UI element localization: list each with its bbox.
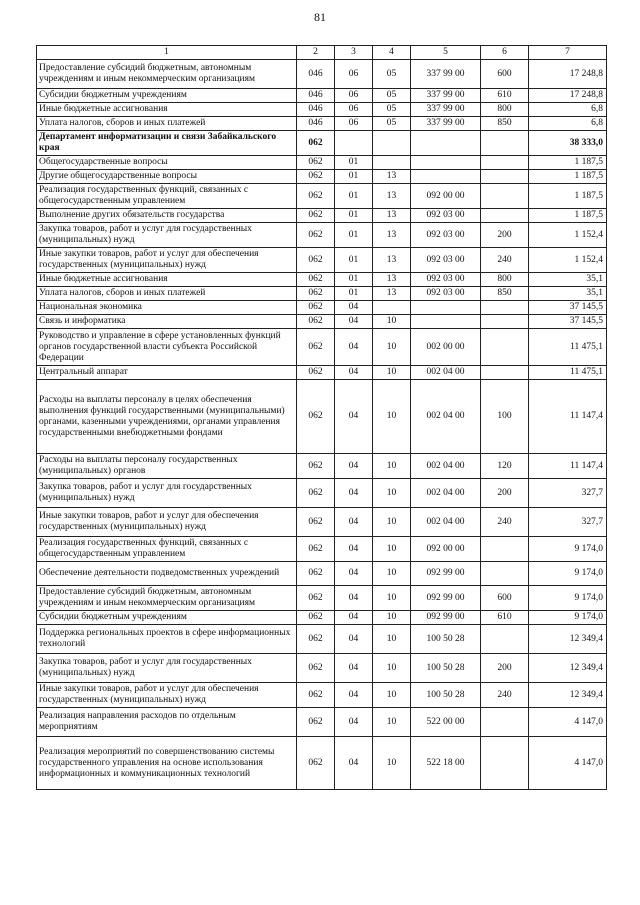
cell-expense-type: 240 [481,248,529,273]
cell-amount: 9 174,0 [529,586,607,611]
cell-target-article: 522 00 00 [411,708,481,737]
cell-name: Иные бюджетные ассигнования [37,103,297,117]
cell-amount: 12 349,4 [529,625,607,654]
cell-target-article: 100 50 28 [411,683,481,708]
header-col-7: 7 [529,46,607,60]
cell-section: 04 [335,301,373,315]
cell-section: 04 [335,315,373,329]
cell-subsection: 05 [373,89,411,103]
cell-name: Расходы на выплаты персоналу в целях обеспечения выполнения функций государственными (муниципальными) органами, казенными учреждениями, органами управления государственными внебюджетными фондами [37,380,297,454]
cell-expense-type [481,625,529,654]
cell-amount: 327,7 [529,479,607,508]
cell-subsection: 10 [373,366,411,380]
cell-subsection: 10 [373,562,411,586]
cell-section: 04 [335,479,373,508]
cell-name: Поддержка региональных проектов в сфере информационных технологий [37,625,297,654]
cell-section: 04 [335,454,373,479]
cell-amount: 37 145,5 [529,315,607,329]
cell-expense-type [481,301,529,315]
cell-name: Реализация направления расходов по отдельным мероприятиям [37,708,297,737]
cell-name: Уплата налогов, сборов и иных платежей [37,117,297,131]
cell-subsection: 10 [373,737,411,790]
cell-target-article: 092 03 00 [411,209,481,223]
cell-expense-type [481,131,529,156]
cell-expense-type [481,329,529,366]
cell-section: 06 [335,103,373,117]
header-col-6: 6 [481,46,529,60]
cell-target-article: 092 03 00 [411,273,481,287]
cell-section: 01 [335,184,373,209]
cell-amount: 11 147,4 [529,380,607,454]
cell-name: Иные закупки товаров, работ и услуг для обеспечения государственных (муниципальных) нужд [37,683,297,708]
cell-subsection [373,301,411,315]
cell-target-article [411,315,481,329]
cell-admin-code: 046 [297,60,335,89]
cell-expense-type [481,184,529,209]
cell-target-article: 002 00 00 [411,329,481,366]
cell-admin-code: 062 [297,273,335,287]
cell-amount: 1 187,5 [529,209,607,223]
header-col-2: 2 [297,46,335,60]
cell-section: 04 [335,586,373,611]
cell-amount: 17 248,8 [529,89,607,103]
cell-expense-type [481,537,529,562]
cell-subsection: 10 [373,683,411,708]
cell-expense-type: 200 [481,223,529,248]
cell-name: Обеспечение деятельности подведомственных учреждений [37,562,297,586]
cell-subsection: 05 [373,117,411,131]
cell-section: 01 [335,287,373,301]
cell-target-article: 002 04 00 [411,380,481,454]
header-col-5: 5 [411,46,481,60]
cell-name: Иные бюджетные ассигнования [37,273,297,287]
cell-amount: 1 152,4 [529,223,607,248]
cell-section: 04 [335,537,373,562]
cell-target-article: 092 99 00 [411,611,481,625]
cell-expense-type [481,209,529,223]
cell-admin-code: 062 [297,508,335,537]
table-row [37,562,607,586]
table-row [37,131,607,156]
cell-name: Общегосударственные вопросы [37,156,297,170]
cell-subsection: 05 [373,103,411,117]
cell-section: 04 [335,611,373,625]
cell-section: 06 [335,89,373,103]
cell-target-article: 002 04 00 [411,508,481,537]
cell-amount: 35,1 [529,287,607,301]
cell-section: 01 [335,273,373,287]
table-row [37,611,607,625]
cell-section: 04 [335,508,373,537]
cell-amount: 1 187,5 [529,184,607,209]
cell-expense-type [481,156,529,170]
cell-expense-type: 100 [481,380,529,454]
cell-name: Другие общегосударственные вопросы [37,170,297,184]
cell-subsection: 13 [373,184,411,209]
cell-expense-type [481,315,529,329]
header-col-1: 1 [37,46,297,60]
cell-section: 04 [335,625,373,654]
cell-admin-code: 062 [297,562,335,586]
cell-subsection: 10 [373,454,411,479]
table-row [37,287,607,301]
cell-admin-code: 062 [297,611,335,625]
cell-admin-code: 062 [297,315,335,329]
cell-section: 06 [335,117,373,131]
cell-admin-code: 062 [297,537,335,562]
cell-admin-code: 062 [297,708,335,737]
cell-subsection: 13 [373,209,411,223]
cell-name: Иные закупки товаров, работ и услуг для обеспечения государственных (муниципальных) нужд [37,248,297,273]
cell-name: Связь и информатика [37,315,297,329]
cell-expense-type [481,170,529,184]
cell-amount: 6,8 [529,117,607,131]
cell-subsection: 10 [373,586,411,611]
cell-subsection: 13 [373,273,411,287]
cell-amount: 1 187,5 [529,156,607,170]
cell-expense-type [481,737,529,790]
cell-expense-type: 850 [481,287,529,301]
cell-admin-code: 062 [297,301,335,315]
cell-admin-code: 062 [297,209,335,223]
cell-subsection: 10 [373,625,411,654]
cell-admin-code: 062 [297,366,335,380]
cell-name: Субсидии бюджетным учреждениям [37,89,297,103]
cell-admin-code: 062 [297,454,335,479]
cell-subsection [373,131,411,156]
table-row [37,103,607,117]
cell-name: Предоставление субсидий бюджетным, автономным учреждениям и иным некоммерческим организациям [37,60,297,89]
cell-admin-code: 062 [297,683,335,708]
table-row [37,537,607,562]
cell-expense-type: 600 [481,586,529,611]
table-row [37,454,607,479]
cell-name: Уплата налогов, сборов и иных платежей [37,287,297,301]
table-row [37,683,607,708]
cell-expense-type: 200 [481,479,529,508]
cell-name: Реализация государственных функций, связанных с общегосударственным управлением [37,537,297,562]
cell-expense-type [481,366,529,380]
cell-target-article: 337 99 00 [411,103,481,117]
cell-subsection: 13 [373,287,411,301]
cell-admin-code: 062 [297,586,335,611]
table-row [37,301,607,315]
cell-section: 04 [335,683,373,708]
cell-admin-code: 062 [297,248,335,273]
cell-target-article: 337 99 00 [411,89,481,103]
header-col-4: 4 [373,46,411,60]
cell-expense-type: 200 [481,654,529,683]
cell-target-article: 092 00 00 [411,537,481,562]
cell-amount: 9 174,0 [529,611,607,625]
cell-target-article: 100 50 28 [411,654,481,683]
table-row [37,654,607,683]
cell-subsection: 10 [373,654,411,683]
cell-target-article: 337 99 00 [411,117,481,131]
cell-subsection: 10 [373,537,411,562]
page-number: 81 [314,10,326,24]
cell-target-article: 002 04 00 [411,454,481,479]
cell-subsection: 10 [373,380,411,454]
cell-subsection: 13 [373,248,411,273]
cell-amount: 327,7 [529,508,607,537]
cell-amount: 4 147,0 [529,708,607,737]
cell-subsection: 13 [373,223,411,248]
cell-section: 01 [335,209,373,223]
cell-section: 04 [335,380,373,454]
table-header-row [37,46,607,60]
cell-section: 04 [335,562,373,586]
cell-expense-type: 240 [481,683,529,708]
cell-amount: 6,8 [529,103,607,117]
table-row [37,170,607,184]
cell-admin-code: 046 [297,117,335,131]
table-row [37,223,607,248]
cell-name: Национальная экономика [37,301,297,315]
cell-section: 04 [335,329,373,366]
cell-name: Предоставление субсидий бюджетным, автономным учреждениям и иным некоммерческим организациям [37,586,297,611]
cell-name: Руководство и управление в сфере установленных функций органов государственной власти субъекта Российской Федерации [37,329,297,366]
cell-target-article: 002 04 00 [411,366,481,380]
cell-admin-code: 062 [297,223,335,248]
cell-target-article: 092 03 00 [411,223,481,248]
cell-subsection: 13 [373,170,411,184]
cell-target-article: 092 03 00 [411,287,481,301]
cell-amount: 12 349,4 [529,683,607,708]
table-row [37,184,607,209]
table-row [37,273,607,287]
table-row [37,708,607,737]
cell-subsection: 10 [373,508,411,537]
cell-subsection: 10 [373,708,411,737]
table-row [37,89,607,103]
cell-name: Расходы на выплаты персоналу государственных (муниципальных) органов [37,454,297,479]
budget-table [36,45,607,790]
cell-section: 06 [335,60,373,89]
cell-subsection [373,156,411,170]
cell-name: Закупка товаров, работ и услуг для государственных (муниципальных) нужд [37,223,297,248]
table-row [37,117,607,131]
table-row [37,60,607,89]
cell-expense-type [481,562,529,586]
header-col-3: 3 [335,46,373,60]
cell-amount: 11 147,4 [529,454,607,479]
cell-amount: 17 248,8 [529,60,607,89]
table-row [37,625,607,654]
table-row [37,508,607,537]
cell-section: 04 [335,708,373,737]
cell-name: Реализация мероприятий по совершенствованию системы государственного управления на основе использования информационных и коммуникационных технологий [37,737,297,790]
table-row [37,380,607,454]
cell-name: Центральный аппарат [37,366,297,380]
cell-admin-code: 062 [297,654,335,683]
cell-target-article: 100 50 28 [411,625,481,654]
cell-amount: 35,1 [529,273,607,287]
table-row [37,366,607,380]
cell-subsection: 10 [373,479,411,508]
table-row [37,315,607,329]
cell-target-article: 337 99 00 [411,60,481,89]
cell-target-article: 092 99 00 [411,586,481,611]
cell-amount: 1 152,4 [529,248,607,273]
cell-amount: 1 187,5 [529,170,607,184]
cell-amount: 12 349,4 [529,654,607,683]
cell-expense-type: 800 [481,103,529,117]
cell-admin-code: 062 [297,170,335,184]
cell-amount: 37 145,5 [529,301,607,315]
cell-name: Выполнение других обязательств государства [37,209,297,223]
cell-section: 01 [335,170,373,184]
cell-section: 04 [335,366,373,380]
cell-expense-type: 120 [481,454,529,479]
cell-admin-code: 062 [297,184,335,209]
cell-name: Департамент информатизации и связи Забайкальского края [37,131,297,156]
table-row [37,248,607,273]
table-row [37,209,607,223]
cell-target-article [411,156,481,170]
cell-section [335,131,373,156]
cell-amount: 11 475,1 [529,366,607,380]
cell-target-article [411,131,481,156]
cell-admin-code: 062 [297,479,335,508]
cell-subsection: 10 [373,315,411,329]
cell-admin-code: 062 [297,380,335,454]
cell-name: Иные закупки товаров, работ и услуг для обеспечения государственных (муниципальных) нужд [37,508,297,537]
table-row [37,156,607,170]
cell-expense-type: 610 [481,89,529,103]
cell-section: 01 [335,223,373,248]
cell-expense-type: 600 [481,60,529,89]
cell-target-article: 092 99 00 [411,562,481,586]
cell-admin-code: 046 [297,89,335,103]
cell-target-article: 002 04 00 [411,479,481,508]
cell-target-article: 092 03 00 [411,248,481,273]
cell-amount: 4 147,0 [529,737,607,790]
cell-name: Субсидии бюджетным учреждениям [37,611,297,625]
cell-section: 04 [335,654,373,683]
cell-expense-type: 850 [481,117,529,131]
cell-admin-code: 062 [297,625,335,654]
cell-amount: 9 174,0 [529,537,607,562]
cell-subsection: 10 [373,611,411,625]
cell-section: 01 [335,156,373,170]
cell-name: Закупка товаров, работ и услуг для государственных (муниципальных) нужд [37,654,297,683]
cell-admin-code: 062 [297,156,335,170]
cell-subsection: 05 [373,60,411,89]
cell-expense-type: 800 [481,273,529,287]
cell-section: 01 [335,248,373,273]
cell-target-article [411,170,481,184]
cell-section: 04 [335,737,373,790]
table-row [37,586,607,611]
cell-amount: 11 475,1 [529,329,607,366]
cell-admin-code: 062 [297,329,335,366]
cell-target-article: 522 18 00 [411,737,481,790]
cell-target-article: 092 00 00 [411,184,481,209]
cell-subsection: 10 [373,329,411,366]
cell-amount: 38 333,0 [529,131,607,156]
cell-admin-code: 062 [297,737,335,790]
cell-admin-code: 062 [297,287,335,301]
table-row [37,329,607,366]
cell-expense-type: 240 [481,508,529,537]
cell-admin-code: 062 [297,131,335,156]
cell-name: Реализация государственных функций, связанных с общегосударственным управлением [37,184,297,209]
cell-target-article [411,301,481,315]
cell-expense-type [481,708,529,737]
table-row [37,737,607,790]
cell-admin-code: 046 [297,103,335,117]
cell-expense-type: 610 [481,611,529,625]
cell-amount: 9 174,0 [529,562,607,586]
cell-name: Закупка товаров, работ и услуг для государственных (муниципальных) нужд [37,479,297,508]
table-row [37,479,607,508]
